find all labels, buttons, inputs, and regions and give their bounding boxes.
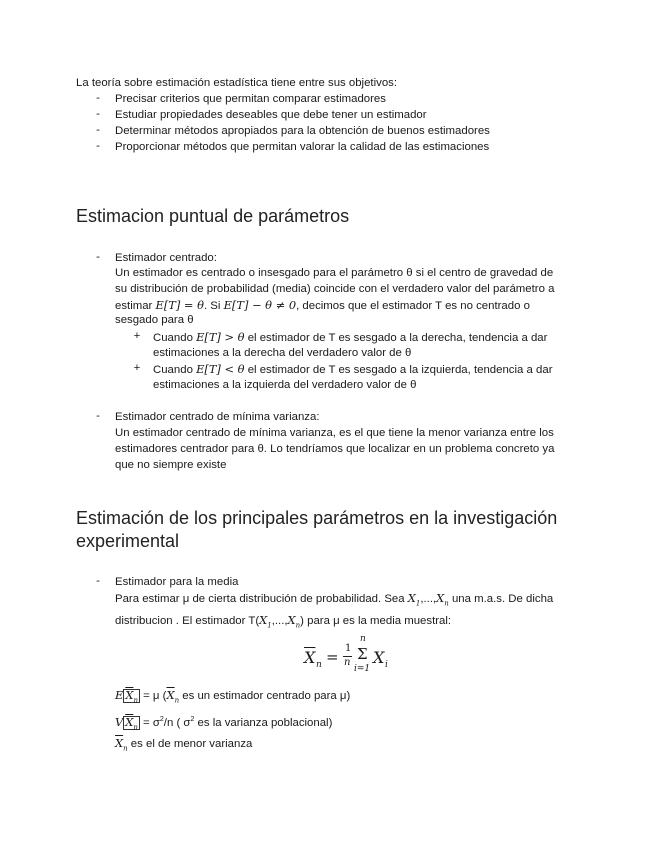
- list-dash: -: [96, 140, 100, 152]
- estimador-centrado-label: Estimador centrado:: [115, 252, 217, 264]
- property-varianza: V $\overline{X}_n = \sigma^2/n$ ( $\sigma^2$ es la varianza poblacional): [115, 714, 333, 732]
- property-menor-varianza: $\overline{X}_n$ es el de menor varianza: [115, 736, 253, 753]
- sub-item-derecha: Cuando E[T] > θ el estimador de T es sesgado a la derecha, tendencia a dar: [153, 330, 548, 344]
- math-expression: E[T] < θ: [196, 362, 245, 376]
- intro-item-1: Precisar criterios que permitan comparar estimadores: [115, 93, 386, 105]
- intro-item-4: Proporcionar métodos que permitan valorar la calidad de las estimaciones: [115, 141, 490, 153]
- intro-item-3: Determinar métodos apropiados para la obtención de buenos estimadores: [115, 125, 490, 137]
- list-dash: -: [96, 575, 100, 587]
- paragraph-line: sesgado para θ: [115, 314, 194, 326]
- minima-varianza-label: Estimador centrado de mínima varianza:: [115, 411, 320, 423]
- section-title-estimacion-puntual: Estimacion puntual de parámetros: [76, 206, 350, 226]
- list-plus: +: [133, 362, 141, 374]
- paragraph-line: distribucion . El estimador $T(X_1,...,X_n)$ para μ es la media muestral:: [115, 613, 452, 630]
- sub-item-derecha-cont: estimaciones a la derecha del verdadero valor de θ: [153, 347, 412, 359]
- math-expression: E[T] = θ: [155, 298, 204, 312]
- paragraph-line: estimadores centrador para θ. Lo tendríamos que localizar en un problema concreto ya: [115, 443, 555, 455]
- paragraph-line: Para estimar μ de cierta distribución de probabilidad. Sea $X_1,...,X_n$ una m.a.s. De dicha: [115, 591, 554, 608]
- paragraph-line: su distribución de probabilidad (media) coincide con el verdadero valor del parámetro a: [115, 283, 555, 295]
- section-title-principales-parametros: Estimación de los principales parámetros en la investigación: [76, 508, 558, 528]
- list-dash: -: [96, 251, 100, 263]
- paragraph-line: que no siempre existe: [115, 459, 227, 471]
- list-dash: -: [96, 410, 100, 422]
- intro-text: La teoría sobre estimación estadística tiene entre sus objetivos:: [76, 77, 398, 89]
- math-expression: E[T] − θ ≠ 0: [223, 298, 297, 312]
- list-dash: -: [96, 108, 100, 120]
- paragraph-line: Un estimador es centrado o insesgado para el parámetro θ si el centro de gravedad de: [115, 267, 554, 279]
- property-esperanza: E $\overline{X}_n = \mu$ ($\overline{X}_n$ es un estimador centrado para μ): [115, 688, 351, 705]
- math-expression: E[T] > θ: [196, 330, 245, 344]
- list-dash: -: [96, 92, 100, 104]
- list-dash: -: [96, 124, 100, 136]
- section-title-principales-parametros-cont: experimental: [76, 531, 180, 551]
- intro-item-2: Estudiar propiedades deseables que debe tener un estimador: [115, 109, 427, 121]
- sub-item-izquierda-cont: estimaciones a la izquierda del verdadero valor de θ: [153, 379, 417, 391]
- paragraph-line: Un estimador centrado de mínima varianza, es el que tiene la menor varianza entre los: [115, 427, 554, 439]
- paragraph-line: estimar E[T] = θ. Si E[T] − θ ≠ 0, decimos que el estimador T es no centrado o: [115, 298, 530, 312]
- sub-item-izquierda: Cuando E[T] < θ el estimador de T es sesgado a la izquierda, tendencia a dar: [153, 362, 553, 376]
- list-plus: +: [133, 330, 141, 342]
- estimador-media-label: Estimador para la media: [115, 576, 239, 588]
